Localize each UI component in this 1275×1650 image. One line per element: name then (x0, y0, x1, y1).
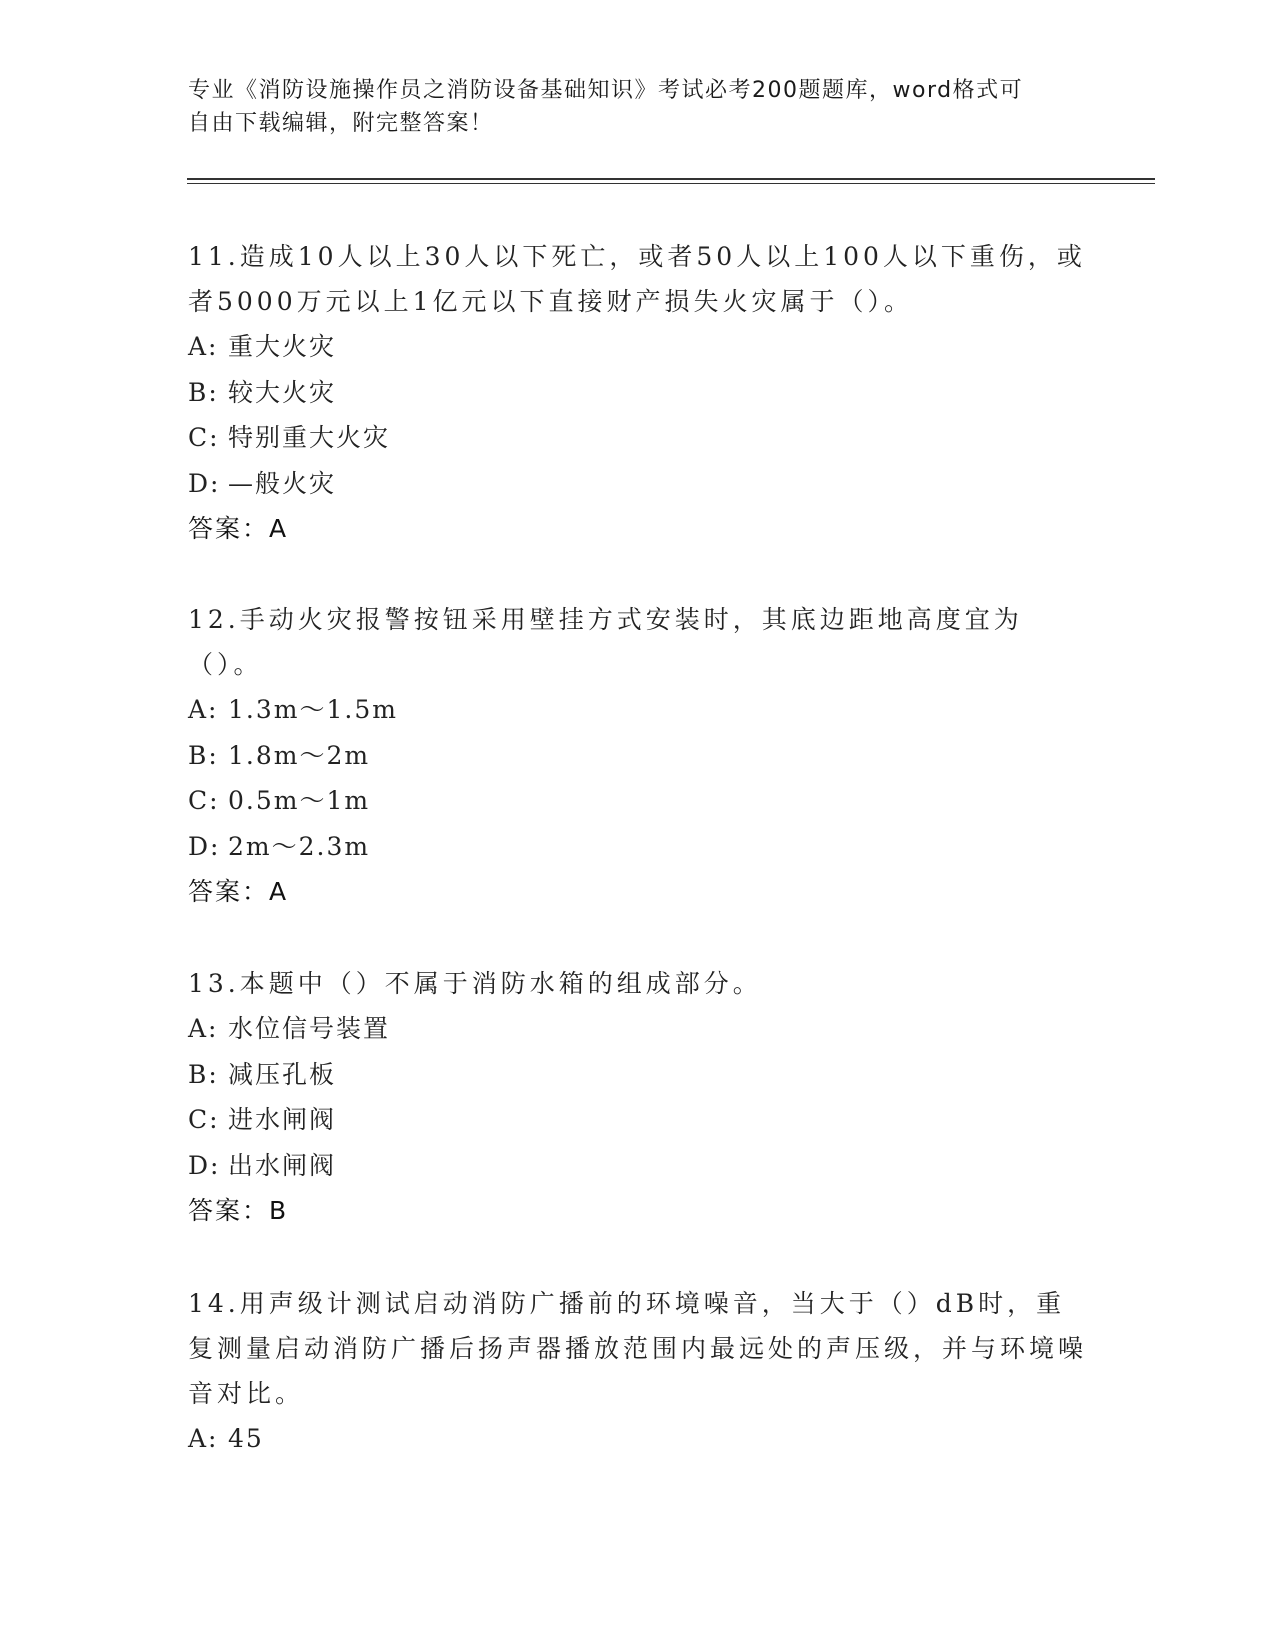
option-key: A: (188, 695, 219, 724)
option-text: 减压孔板 (228, 1059, 337, 1089)
option-text: 1.8m～2m (228, 740, 371, 770)
option-text: —般火灾 (228, 468, 337, 498)
option-c (188, 415, 1088, 461)
option-key: D: (188, 1150, 221, 1180)
header-line-1: 专业《消防设施操作员之消防设备基础知识》考试必考200题题库，word格式可 (188, 78, 1024, 103)
answer-line: 答案：A (188, 514, 289, 543)
header-divider (187, 178, 1155, 184)
option-d (188, 461, 1088, 507)
option-key: C: (188, 423, 220, 452)
option-c (188, 1097, 1088, 1143)
question-12 (188, 597, 1088, 914)
answer-line: 答案：B (188, 1196, 289, 1225)
option-key: A: (188, 1014, 219, 1043)
option-a (188, 687, 1088, 733)
question-14 (188, 1281, 1088, 1462)
option-key: C: (188, 1105, 220, 1134)
option-b (188, 733, 1088, 779)
question-13 (188, 961, 1088, 1233)
option-text: 0.5m～1m (228, 786, 371, 815)
option-d (188, 1143, 1088, 1189)
option-key: B: (188, 740, 219, 770)
option-a (188, 1006, 1088, 1052)
option-text: 1.3m～1.5m (228, 695, 398, 724)
option-key: C: (188, 786, 220, 815)
question-text: 13.本题中（）不属于消防水箱的组成部分。 (188, 969, 762, 998)
header-line-2: 自由下载编辑，附完整答案！ (188, 111, 494, 136)
question-text: 12.手动火灾报警按钮采用壁挂方式安装时，其底边距地高度宜为（）。 (188, 605, 1023, 679)
option-text: 出水闸阀 (228, 1150, 337, 1180)
document-header (188, 74, 1088, 140)
option-c (188, 778, 1088, 824)
option-text: 2m～2.3m (228, 831, 371, 861)
option-text: 进水闸阀 (228, 1105, 337, 1134)
option-a (188, 1416, 1088, 1462)
option-text: 水位信号装置 (228, 1014, 391, 1043)
option-key: D: (188, 468, 221, 498)
option-text: 较大火灾 (228, 377, 337, 407)
option-key: A: (188, 1424, 219, 1453)
option-text: 45 (228, 1424, 264, 1453)
question-text: 11.造成10人以上30人以下死亡，或者50人以上100人以下重伤，或者5000万元以上1亿元以下直接财产损失火灾属于（）。 (188, 242, 1086, 316)
answer-line: 答案：A (188, 877, 289, 906)
option-key: B: (188, 1059, 219, 1089)
option-a (188, 324, 1088, 370)
option-key: D: (188, 831, 221, 861)
option-key: B: (188, 377, 219, 407)
option-d (188, 824, 1088, 870)
option-text: 重大火灾 (228, 332, 337, 361)
question-11 (188, 234, 1088, 551)
option-key: A: (188, 332, 219, 361)
option-b (188, 1052, 1088, 1098)
question-text: 14.用声级计测试启动消防广播前的环境噪音，当大于（）dB时，重复测量启动消防广播后扬声器播放范围内最远处的声压级，并与环境噪音对比。 (188, 1289, 1088, 1408)
option-b (188, 370, 1088, 416)
option-text: 特别重大火灾 (228, 423, 391, 452)
